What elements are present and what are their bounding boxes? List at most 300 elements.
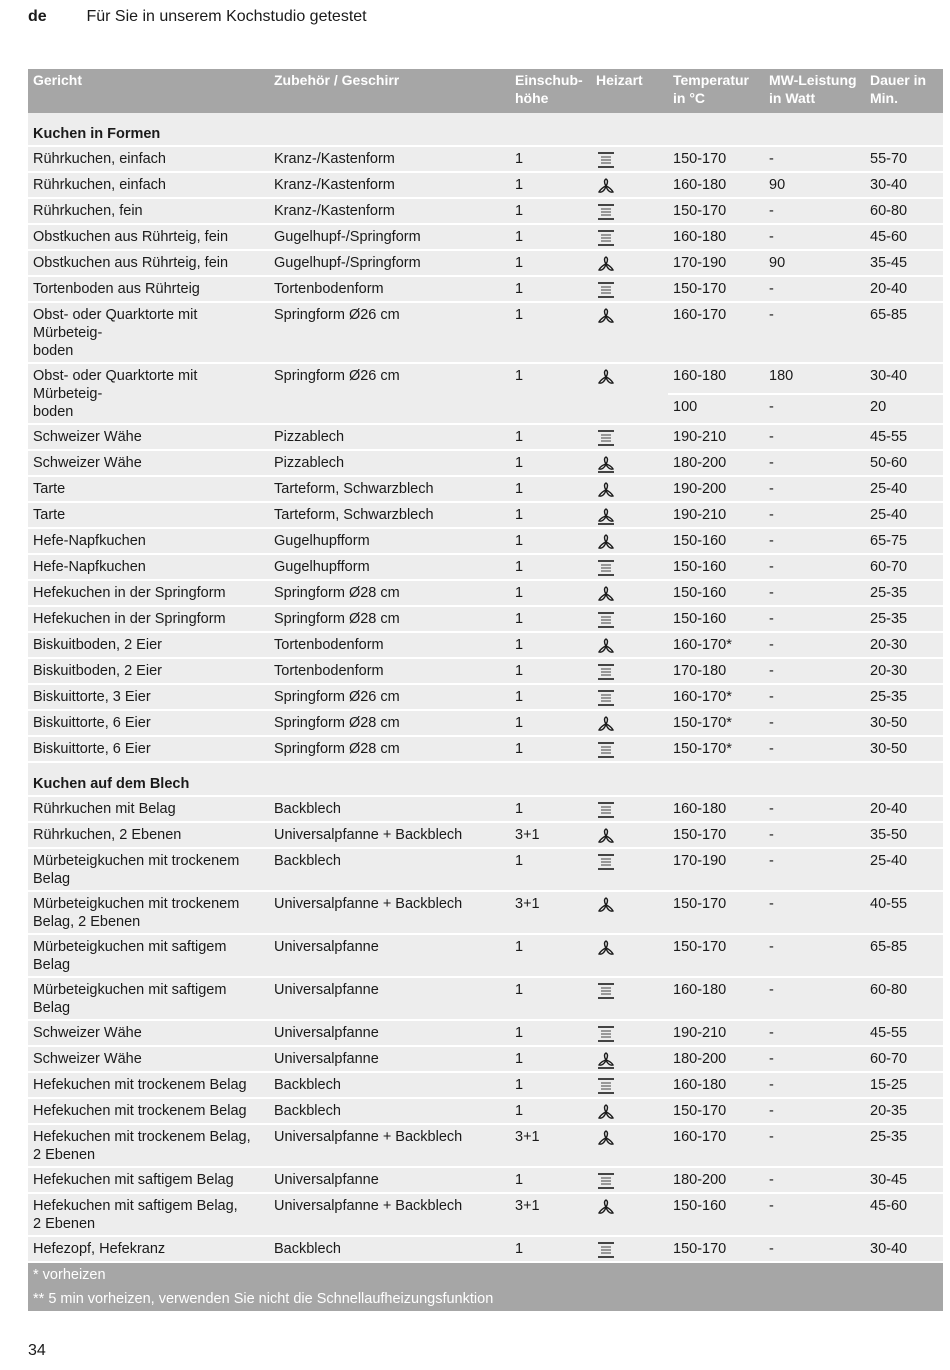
level-cell: 1	[510, 736, 591, 762]
dish-cell: Rührkuchen, einfach	[28, 146, 269, 172]
top-bottom-heat-icon	[596, 689, 616, 705]
table-row	[28, 198, 943, 224]
top-bottom-heat-icon	[596, 1172, 616, 1188]
top-bottom-heat-icon	[596, 1025, 616, 1041]
duration-cell: 25-40	[865, 848, 943, 891]
microwave-cell: -	[764, 224, 865, 250]
microwave-cell: 90	[764, 172, 865, 198]
dish-cell: Biskuitboden, 2 Eier	[28, 632, 269, 658]
temperature-cell: 150-160	[668, 554, 764, 580]
heating-cell	[591, 424, 668, 450]
level-cell: 1	[510, 224, 591, 250]
heating-cell	[591, 1046, 668, 1072]
level-cell: 1	[510, 658, 591, 684]
temperature-cell: 160-170*	[668, 684, 764, 710]
table-row	[28, 848, 943, 891]
table-row	[28, 528, 943, 554]
col-accessory-header: Zubehör / Geschirr	[269, 69, 510, 113]
duration-cell: 30-50	[865, 736, 943, 762]
level-cell: 1	[510, 276, 591, 302]
temperature-cell: 170-190	[668, 250, 764, 276]
footnote: ** 5 min vorheizen, verwenden Sie nicht die Schnellaufheizungsfunktion	[28, 1287, 943, 1311]
microwave-cell: -	[764, 891, 865, 934]
top-bottom-heat-icon	[596, 611, 616, 627]
duration-cell: 20	[865, 394, 943, 425]
top-bottom-heat-icon	[596, 1241, 616, 1257]
accessory-cell: Tortenbodenform	[269, 276, 510, 302]
level-cell: 1	[510, 1236, 591, 1262]
microwave-cell: 180	[764, 363, 865, 394]
accessory-cell: Universalpfanne + Backblech	[269, 1193, 510, 1236]
heating-cell	[591, 822, 668, 848]
table-row	[28, 276, 943, 302]
heating-cell	[591, 977, 668, 1020]
baking-table	[28, 69, 943, 1311]
table-row	[28, 684, 943, 710]
accessory-cell: Gugelhupfform	[269, 554, 510, 580]
temperature-cell: 150-170*	[668, 710, 764, 736]
dish-cell: Rührkuchen, 2 Ebenen	[28, 822, 269, 848]
microwave-cell: -	[764, 822, 865, 848]
level-cell: 1	[510, 502, 591, 528]
temperature-cell: 150-160	[668, 606, 764, 632]
col-level-header: Einschub- höhe	[510, 69, 591, 113]
level-cell: 1	[510, 1072, 591, 1098]
temperature-cell: 160-180	[668, 977, 764, 1020]
level-cell: 1	[510, 1020, 591, 1046]
microwave-cell: -	[764, 1193, 865, 1236]
footnote: * vorheizen	[28, 1262, 943, 1287]
table-row	[28, 554, 943, 580]
temperature-cell: 160-180	[668, 172, 764, 198]
pizza-setting-icon	[596, 507, 616, 523]
heating-cell	[591, 580, 668, 606]
duration-cell: 65-85	[865, 302, 943, 363]
heating-cell	[591, 1020, 668, 1046]
heating-cell	[591, 476, 668, 502]
accessory-cell: Universalpfanne	[269, 977, 510, 1020]
accessory-cell: Pizzablech	[269, 424, 510, 450]
level-cell: 1	[510, 710, 591, 736]
heating-cell	[591, 198, 668, 224]
temperature-cell: 160-180	[668, 224, 764, 250]
table-row	[28, 822, 943, 848]
level-cell: 1	[510, 450, 591, 476]
accessory-cell: Universalpfanne	[269, 1167, 510, 1193]
level-cell: 1	[510, 302, 591, 363]
level-cell: 1	[510, 1046, 591, 1072]
duration-cell: 65-75	[865, 528, 943, 554]
temperature-cell: 150-170	[668, 822, 764, 848]
duration-cell: 60-70	[865, 1046, 943, 1072]
top-bottom-heat-icon	[596, 229, 616, 245]
accessory-cell: Tarteform, Schwarzblech	[269, 476, 510, 502]
temperature-cell: 180-200	[668, 1167, 764, 1193]
hot-air-fan-icon	[596, 1129, 616, 1145]
microwave-cell: -	[764, 736, 865, 762]
temperature-cell: 190-200	[668, 476, 764, 502]
microwave-cell: -	[764, 554, 865, 580]
table-row	[28, 736, 943, 762]
heating-cell	[591, 1167, 668, 1193]
table-row	[28, 710, 943, 736]
temperature-cell: 180-200	[668, 1046, 764, 1072]
duration-cell: 30-45	[865, 1167, 943, 1193]
table-row	[28, 1046, 943, 1072]
duration-cell: 30-40	[865, 172, 943, 198]
table-row	[28, 250, 943, 276]
table-row	[28, 1193, 943, 1236]
top-bottom-heat-icon	[596, 203, 616, 219]
top-bottom-heat-icon	[596, 151, 616, 167]
heating-cell	[591, 796, 668, 822]
heating-cell	[591, 250, 668, 276]
heating-cell	[591, 224, 668, 250]
pizza-setting-icon	[596, 455, 616, 471]
duration-cell: 65-85	[865, 934, 943, 977]
table-row	[28, 424, 943, 450]
heating-cell	[591, 934, 668, 977]
table-row	[28, 580, 943, 606]
table-row	[28, 302, 943, 363]
col-heating-header: Heizart	[591, 69, 668, 113]
temperature-cell: 150-160	[668, 528, 764, 554]
level-cell: 1	[510, 796, 591, 822]
dish-cell: Hefekuchen in der Springform	[28, 606, 269, 632]
dish-cell: Tortenboden aus Rührteig	[28, 276, 269, 302]
page-header	[28, 8, 367, 26]
temperature-cell: 150-160	[668, 1193, 764, 1236]
duration-cell: 20-30	[865, 658, 943, 684]
temperature-cell: 150-170	[668, 891, 764, 934]
hot-air-fan-icon	[596, 939, 616, 955]
temperature-cell: 150-170	[668, 934, 764, 977]
duration-cell: 20-35	[865, 1098, 943, 1124]
temperature-cell: 150-170	[668, 1236, 764, 1262]
heating-cell	[591, 1124, 668, 1167]
temperature-cell: 150-170	[668, 276, 764, 302]
dish-cell: Mürbeteigkuchen mit trockenem Belag	[28, 848, 269, 891]
duration-cell: 35-50	[865, 822, 943, 848]
microwave-cell: -	[764, 1072, 865, 1098]
accessory-cell: Gugelhupfform	[269, 528, 510, 554]
temperature-cell: 170-190	[668, 848, 764, 891]
temperature-cell: 150-160	[668, 580, 764, 606]
top-bottom-heat-icon	[596, 741, 616, 757]
dish-cell: Hefe-Napfkuchen	[28, 554, 269, 580]
heating-cell	[591, 891, 668, 934]
heating-cell	[591, 736, 668, 762]
hot-air-fan-icon	[596, 177, 616, 193]
dish-cell: Obst- oder Quarktorte mit Mürbeteig- boden	[28, 363, 269, 424]
dish-cell: Hefe-Napfkuchen	[28, 528, 269, 554]
level-cell: 1	[510, 606, 591, 632]
temperature-cell: 190-210	[668, 424, 764, 450]
level-cell: 1	[510, 528, 591, 554]
heating-cell	[591, 1193, 668, 1236]
duration-cell: 30-40	[865, 1236, 943, 1262]
microwave-cell: -	[764, 580, 865, 606]
microwave-cell: -	[764, 977, 865, 1020]
level-cell: 3+1	[510, 1124, 591, 1167]
hot-air-fan-icon	[596, 896, 616, 912]
level-cell: 1	[510, 250, 591, 276]
table-row	[28, 796, 943, 822]
heating-cell	[591, 172, 668, 198]
level-cell: 1	[510, 1098, 591, 1124]
dish-cell: Hefekuchen in der Springform	[28, 580, 269, 606]
accessory-cell: Universalpfanne + Backblech	[269, 891, 510, 934]
accessory-cell: Universalpfanne	[269, 934, 510, 977]
microwave-cell: -	[764, 658, 865, 684]
microwave-cell: -	[764, 450, 865, 476]
top-bottom-heat-icon	[596, 429, 616, 445]
duration-cell: 15-25	[865, 1072, 943, 1098]
dish-cell: Biskuittorte, 3 Eier	[28, 684, 269, 710]
level-cell: 1	[510, 172, 591, 198]
level-cell: 1	[510, 632, 591, 658]
accessory-cell: Kranz-/Kastenform	[269, 172, 510, 198]
accessory-cell: Universalpfanne + Backblech	[269, 1124, 510, 1167]
dish-cell: Mürbeteigkuchen mit saftigem Belag	[28, 934, 269, 977]
accessory-cell: Tortenbodenform	[269, 658, 510, 684]
table-row	[28, 450, 943, 476]
section-row	[28, 113, 943, 146]
microwave-cell: -	[764, 606, 865, 632]
dish-cell: Biskuittorte, 6 Eier	[28, 736, 269, 762]
hot-air-fan-icon	[596, 255, 616, 271]
microwave-cell: -	[764, 502, 865, 528]
col-temperature-header: Temperatur in °C	[668, 69, 764, 113]
temperature-cell: 150-170*	[668, 736, 764, 762]
level-cell: 3+1	[510, 822, 591, 848]
microwave-cell: -	[764, 710, 865, 736]
heating-cell	[591, 450, 668, 476]
microwave-cell: -	[764, 302, 865, 363]
accessory-cell: Backblech	[269, 1072, 510, 1098]
duration-cell: 25-35	[865, 606, 943, 632]
hot-air-fan-icon	[596, 715, 616, 731]
temperature-cell: 170-180	[668, 658, 764, 684]
heating-cell	[591, 146, 668, 172]
accessory-cell: Kranz-/Kastenform	[269, 146, 510, 172]
level-cell: 1	[510, 848, 591, 891]
microwave-cell: -	[764, 394, 865, 425]
heating-cell	[591, 276, 668, 302]
table-row	[28, 934, 943, 977]
table-header-row	[28, 69, 943, 113]
dish-cell: Obst- oder Quarktorte mit Mürbeteig- boden	[28, 302, 269, 363]
heating-cell	[591, 1236, 668, 1262]
temperature-cell: 150-170	[668, 1098, 764, 1124]
accessory-cell: Tarteform, Schwarzblech	[269, 502, 510, 528]
temperature-cell: 160-170	[668, 1124, 764, 1167]
top-bottom-heat-icon	[596, 559, 616, 575]
microwave-cell: -	[764, 1236, 865, 1262]
microwave-cell: -	[764, 146, 865, 172]
accessory-cell: Springform Ø26 cm	[269, 302, 510, 363]
accessory-cell: Universalpfanne	[269, 1020, 510, 1046]
accessory-cell: Gugelhupf-/Springform	[269, 224, 510, 250]
table-row	[28, 1098, 943, 1124]
microwave-cell: -	[764, 934, 865, 977]
dish-cell: Hefezopf, Hefekranz	[28, 1236, 269, 1262]
dish-cell: Hefekuchen mit trockenem Belag	[28, 1098, 269, 1124]
top-bottom-heat-icon	[596, 853, 616, 869]
microwave-cell: -	[764, 684, 865, 710]
heating-cell	[591, 606, 668, 632]
table-row	[28, 1124, 943, 1167]
accessory-cell: Universalpfanne	[269, 1046, 510, 1072]
table-row	[28, 632, 943, 658]
duration-cell: 25-35	[865, 580, 943, 606]
duration-cell: 60-80	[865, 198, 943, 224]
level-cell: 1	[510, 684, 591, 710]
accessory-cell: Springform Ø28 cm	[269, 580, 510, 606]
microwave-cell: -	[764, 276, 865, 302]
level-cell: 3+1	[510, 891, 591, 934]
microwave-cell: -	[764, 1046, 865, 1072]
hot-air-fan-icon	[596, 533, 616, 549]
microwave-cell: -	[764, 198, 865, 224]
level-cell: 1	[510, 476, 591, 502]
top-bottom-heat-icon	[596, 281, 616, 297]
dish-cell: Schweizer Wähe	[28, 424, 269, 450]
accessory-cell: Backblech	[269, 848, 510, 891]
level-cell: 1	[510, 554, 591, 580]
top-bottom-heat-icon	[596, 1077, 616, 1093]
section-title: Kuchen auf dem Blech	[28, 762, 943, 796]
dish-cell: Mürbeteigkuchen mit trockenem Belag, 2 Ebenen	[28, 891, 269, 934]
top-bottom-heat-icon	[596, 801, 616, 817]
accessory-cell: Kranz-/Kastenform	[269, 198, 510, 224]
temperature-cell: 160-180	[668, 363, 764, 394]
microwave-cell: -	[764, 1167, 865, 1193]
temperature-cell: 190-210	[668, 502, 764, 528]
dish-cell: Biskuitboden, 2 Eier	[28, 658, 269, 684]
language-code: de	[28, 8, 47, 25]
heating-cell	[591, 502, 668, 528]
duration-cell: 20-40	[865, 276, 943, 302]
dish-cell: Rührkuchen, fein	[28, 198, 269, 224]
dish-cell: Hefekuchen mit trockenem Belag	[28, 1072, 269, 1098]
microwave-cell: 90	[764, 250, 865, 276]
microwave-cell: -	[764, 632, 865, 658]
heating-cell	[591, 1072, 668, 1098]
level-cell: 1	[510, 580, 591, 606]
accessory-cell: Gugelhupf-/Springform	[269, 250, 510, 276]
level-cell: 1	[510, 424, 591, 450]
col-duration-header: Dauer in Min.	[865, 69, 943, 113]
dish-cell: Obstkuchen aus Rührteig, fein	[28, 250, 269, 276]
hot-air-fan-icon	[596, 1103, 616, 1119]
duration-cell: 35-45	[865, 250, 943, 276]
footnote-row	[28, 1287, 943, 1311]
temperature-cell: 190-210	[668, 1020, 764, 1046]
microwave-cell: -	[764, 528, 865, 554]
duration-cell: 30-50	[865, 710, 943, 736]
table-row	[28, 224, 943, 250]
footnote-row	[28, 1262, 943, 1287]
accessory-cell: Backblech	[269, 1098, 510, 1124]
accessory-cell: Backblech	[269, 1236, 510, 1262]
hot-air-fan-icon	[596, 585, 616, 601]
table-row	[28, 1236, 943, 1262]
accessory-cell: Universalpfanne + Backblech	[269, 822, 510, 848]
duration-cell: 20-40	[865, 796, 943, 822]
pizza-setting-icon	[596, 1051, 616, 1067]
table-row	[28, 502, 943, 528]
hot-air-fan-icon	[596, 481, 616, 497]
dish-cell: Schweizer Wähe	[28, 1046, 269, 1072]
accessory-cell: Springform Ø28 cm	[269, 736, 510, 762]
col-microwave-header: MW-Leistung in Watt	[764, 69, 865, 113]
level-cell: 3+1	[510, 1193, 591, 1236]
dish-cell: Schweizer Wähe	[28, 450, 269, 476]
accessory-cell: Backblech	[269, 796, 510, 822]
page-header-title: Für Sie in unserem Kochstudio getestet	[86, 8, 367, 25]
top-bottom-heat-icon	[596, 982, 616, 998]
heating-cell	[591, 1098, 668, 1124]
duration-cell: 40-55	[865, 891, 943, 934]
heating-cell	[591, 302, 668, 363]
temperature-cell: 100	[668, 394, 764, 425]
dish-cell: Obstkuchen aus Rührteig, fein	[28, 224, 269, 250]
col-dish-header: Gericht	[28, 69, 269, 113]
dish-cell: Tarte	[28, 502, 269, 528]
duration-cell: 50-60	[865, 450, 943, 476]
temperature-cell: 150-170	[668, 146, 764, 172]
dish-cell: Mürbeteigkuchen mit saftigem Belag	[28, 977, 269, 1020]
accessory-cell: Springform Ø28 cm	[269, 606, 510, 632]
heating-cell	[591, 632, 668, 658]
heating-cell	[591, 848, 668, 891]
level-cell: 1	[510, 1167, 591, 1193]
duration-cell: 45-55	[865, 424, 943, 450]
table-row	[28, 363, 943, 394]
dish-cell: Rührkuchen mit Belag	[28, 796, 269, 822]
table-row	[28, 606, 943, 632]
accessory-cell: Springform Ø26 cm	[269, 684, 510, 710]
section-row	[28, 762, 943, 796]
temperature-cell: 160-180	[668, 1072, 764, 1098]
table-row	[28, 476, 943, 502]
microwave-cell: -	[764, 424, 865, 450]
duration-cell: 45-55	[865, 1020, 943, 1046]
heating-cell	[591, 684, 668, 710]
heating-cell	[591, 554, 668, 580]
microwave-cell: -	[764, 476, 865, 502]
duration-cell: 25-40	[865, 476, 943, 502]
duration-cell: 45-60	[865, 1193, 943, 1236]
accessory-cell: Springform Ø26 cm	[269, 363, 510, 424]
hot-air-fan-icon	[596, 637, 616, 653]
level-cell: 1	[510, 146, 591, 172]
microwave-cell: -	[764, 1124, 865, 1167]
level-cell: 1	[510, 934, 591, 977]
heating-cell	[591, 363, 668, 424]
accessory-cell: Springform Ø28 cm	[269, 710, 510, 736]
temperature-cell: 160-170	[668, 302, 764, 363]
duration-cell: 55-70	[865, 146, 943, 172]
duration-cell: 25-40	[865, 502, 943, 528]
level-cell: 1	[510, 977, 591, 1020]
duration-cell: 25-35	[865, 1124, 943, 1167]
dish-cell: Tarte	[28, 476, 269, 502]
microwave-cell: -	[764, 1020, 865, 1046]
heating-cell	[591, 710, 668, 736]
page-number: 34	[28, 1342, 46, 1359]
